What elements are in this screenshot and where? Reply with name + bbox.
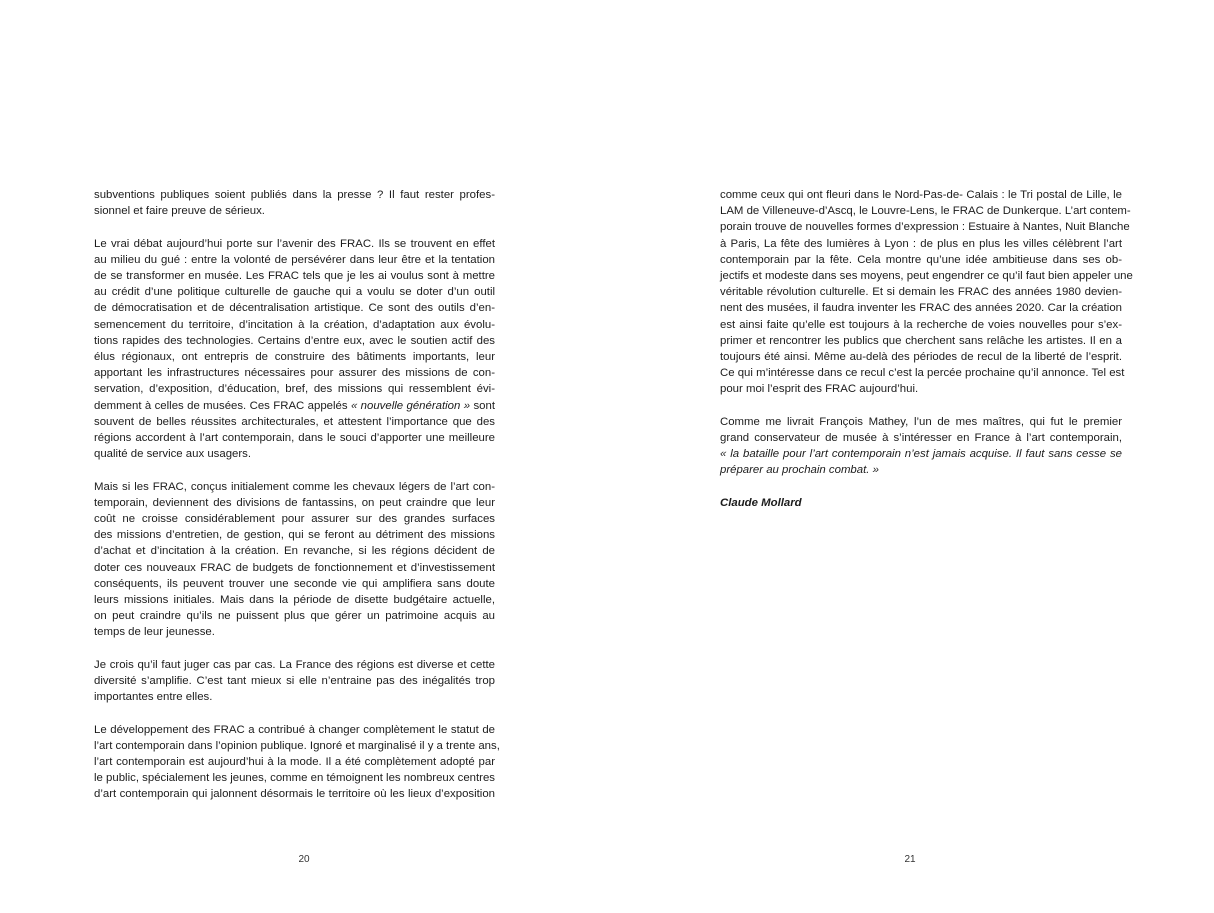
text-line: élus régionaux, ont entrepris de construire des bâtiments importants, leur xyxy=(94,351,495,364)
text-line: l’art contemporain dans l’opinion publique. Ignoré et marginalisé il y a trente ans, xyxy=(94,739,500,752)
text-line: doter ces nouveaux FRAC de budgets de fonctionnement et d’investissement xyxy=(94,561,495,574)
text-line: qualité de service aux usagers. xyxy=(94,448,252,461)
text-run: sont xyxy=(470,399,495,412)
text-line: semencement du territoire, d’incitation à la création, d’adaptation aux évolu- xyxy=(94,318,495,331)
text-line: diversité s’amplifie. C’est tant mieux si elle n’entraine pas des inégalités trop xyxy=(94,675,495,688)
text-line: le public, spécialement les jeunes, comme en témoignent les nombreux centres xyxy=(94,772,495,785)
text-line: apportant les infrastructures nécessaires pour assurer des missions de con- xyxy=(94,367,495,380)
italic-quote: « nouvelle génération » xyxy=(350,399,471,412)
text-line: l’art contemporain est aujourd’hui à la mode. Il a été complètement adopté par xyxy=(94,756,495,769)
text-line: de se transformer en musée. Les FRAC tels que je les ai voulus sont à mettre xyxy=(94,270,495,282)
text-line: importantes entre elles. xyxy=(94,691,213,704)
author-signature: Claude Mollard xyxy=(720,496,802,509)
text-line: des missions d’entretien, de gestion, qui se feront au détriment des missions xyxy=(94,529,495,542)
text-line: conséquents, ils peuvent trouver une seconde vie qui amplifiera sans doute xyxy=(94,577,495,590)
text-line: contemporain par la fête. Cela montre qu’une idée ambitieuse dans ses ob- xyxy=(720,253,1122,266)
text-line: régions accordent à l’art contemporain, dans le souci d’apporter une meilleure xyxy=(94,432,495,445)
left-text-column xyxy=(94,187,500,819)
text-run: demment à celles de musées. Ces FRAC appelés xyxy=(94,399,351,412)
text-line: Mais si les FRAC, conçus initialement comme les chevaux légers de l’art con- xyxy=(94,480,495,493)
text-line: Ce qui m’intéresse dans ce recul c’est la percée prochaine qu’il annonce. Tel est xyxy=(720,367,1125,380)
text-line: Le vrai débat aujourd’hui porte sur l’avenir des FRAC. Ils se trouvent en effet xyxy=(94,237,495,250)
text-line: Comme me livrait François Mathey, l’un de mes maîtres, qui fut le premier xyxy=(720,415,1122,428)
text-line: Le développement des FRAC a contribué à changer complètement le statut de xyxy=(94,723,495,736)
text-line xyxy=(94,398,495,414)
italic-quote: « la bataille pour l’art contemporain n’est jamais acquise. Il faut sans cesse se xyxy=(720,448,1122,461)
paragraph xyxy=(94,479,495,641)
page-number: 21 xyxy=(904,854,916,865)
right-text-column xyxy=(720,187,1133,511)
italic-quote: préparer au prochain combat. » xyxy=(720,464,879,477)
text-line: toujours été ainsi. Même au-delà des périodes de recul de la liberté de l’esprit. xyxy=(720,351,1122,364)
text-line: nent des musées, il faudra inventer les FRAC des années 2020. Car la création xyxy=(720,302,1122,315)
paragraph xyxy=(94,236,495,463)
text-line: coût ne croisse considérablement pour assurer sur des grandes surfaces xyxy=(94,513,495,526)
text-line: leurs missions initiales. Mais dans la période de disette budgétaire actuelle, xyxy=(94,594,495,607)
paragraph xyxy=(720,414,1122,479)
paragraph xyxy=(720,187,1133,398)
text-line: temporain, deviennent des divisions de fantassins, on peut craindre que leur xyxy=(94,496,495,509)
text-line: est ainsi faite qu’elle est toujours à la recherche de voies nouvelles pour s’ex- xyxy=(720,318,1122,331)
text-line: on peut craindre qu’ils ne puissent plus que gérer un patrimoine acquis au xyxy=(94,610,495,623)
text-line: pour moi l’esprit des FRAC aujourd’hui. xyxy=(720,383,919,396)
text-line: temps de leur jeunesse. xyxy=(94,626,215,639)
paragraph xyxy=(94,657,495,706)
text-line: à Paris, La fête des lumières à Lyon : de plus en plus les villes célèbrent l’art xyxy=(720,237,1122,250)
text-line: porain trouve de nouvelles formes d’expression : Estuaire à Nantes, Nuit Blanche xyxy=(720,221,1130,234)
text-line: LAM de Villeneuve-d’Ascq, le Louvre-Lens, le FRAC de Dunkerque. L’art contem- xyxy=(720,205,1131,218)
page-number: 20 xyxy=(298,854,310,865)
text-line: d’art contemporain qui jalonnent désormais le territoire où les lieux d’exposition xyxy=(94,788,495,801)
paragraph xyxy=(94,722,500,803)
text-line: tions rapides des technologies. Certains d’entre eux, avec le soutien actif des xyxy=(94,334,495,347)
text-line: servation, d’exposition, d’éducation, bref, des missions qui ressemblent évi- xyxy=(94,383,495,396)
text-line: Je crois qu’il faut juger cas par cas. La France des régions est diverse et cette xyxy=(94,658,495,671)
text-line: jectifs et modeste dans ses moyens, peut engendrer ce qu’il faut bien appeler une xyxy=(720,270,1133,283)
right-page xyxy=(607,0,1214,913)
text-line: primer et rencontrer les publics que cherchent sans relâche les artistes. Il en a xyxy=(720,334,1122,347)
text-line: sionnel et faire preuve de sérieux. xyxy=(94,205,265,218)
text-line: souvent de belles réussites architecturales, et attestent l’importance que des xyxy=(94,415,495,428)
text-line: d’achat et d’incitation à la création. En revanche, si les régions décident de xyxy=(94,545,495,558)
text-line: au crédit d’une politique culturelle de gauche qui a voulu se doter d’un outil xyxy=(94,286,495,299)
text-line: comme ceux qui ont fleuri dans le Nord-Pas-de- Calais : le Tri postal de Lille, le xyxy=(720,189,1122,201)
text-line: au milieu du gué : entre la volonté de persévérer dans leur être et la tentation xyxy=(94,253,495,266)
text-line: de démocratisation et de décentralisation artistique. Ce sont des outils d’en- xyxy=(94,302,495,315)
text-line: subventions publiques soient publiés dans la presse ? Il faut rester profes- xyxy=(94,189,495,201)
paragraph xyxy=(94,187,495,219)
text-line: grand conservateur de musée à s’intéresser en France à l’art contemporain, xyxy=(720,432,1122,445)
text-line: véritable révolution culturelle. Et si demain les FRAC des années 1980 devien- xyxy=(720,286,1122,299)
